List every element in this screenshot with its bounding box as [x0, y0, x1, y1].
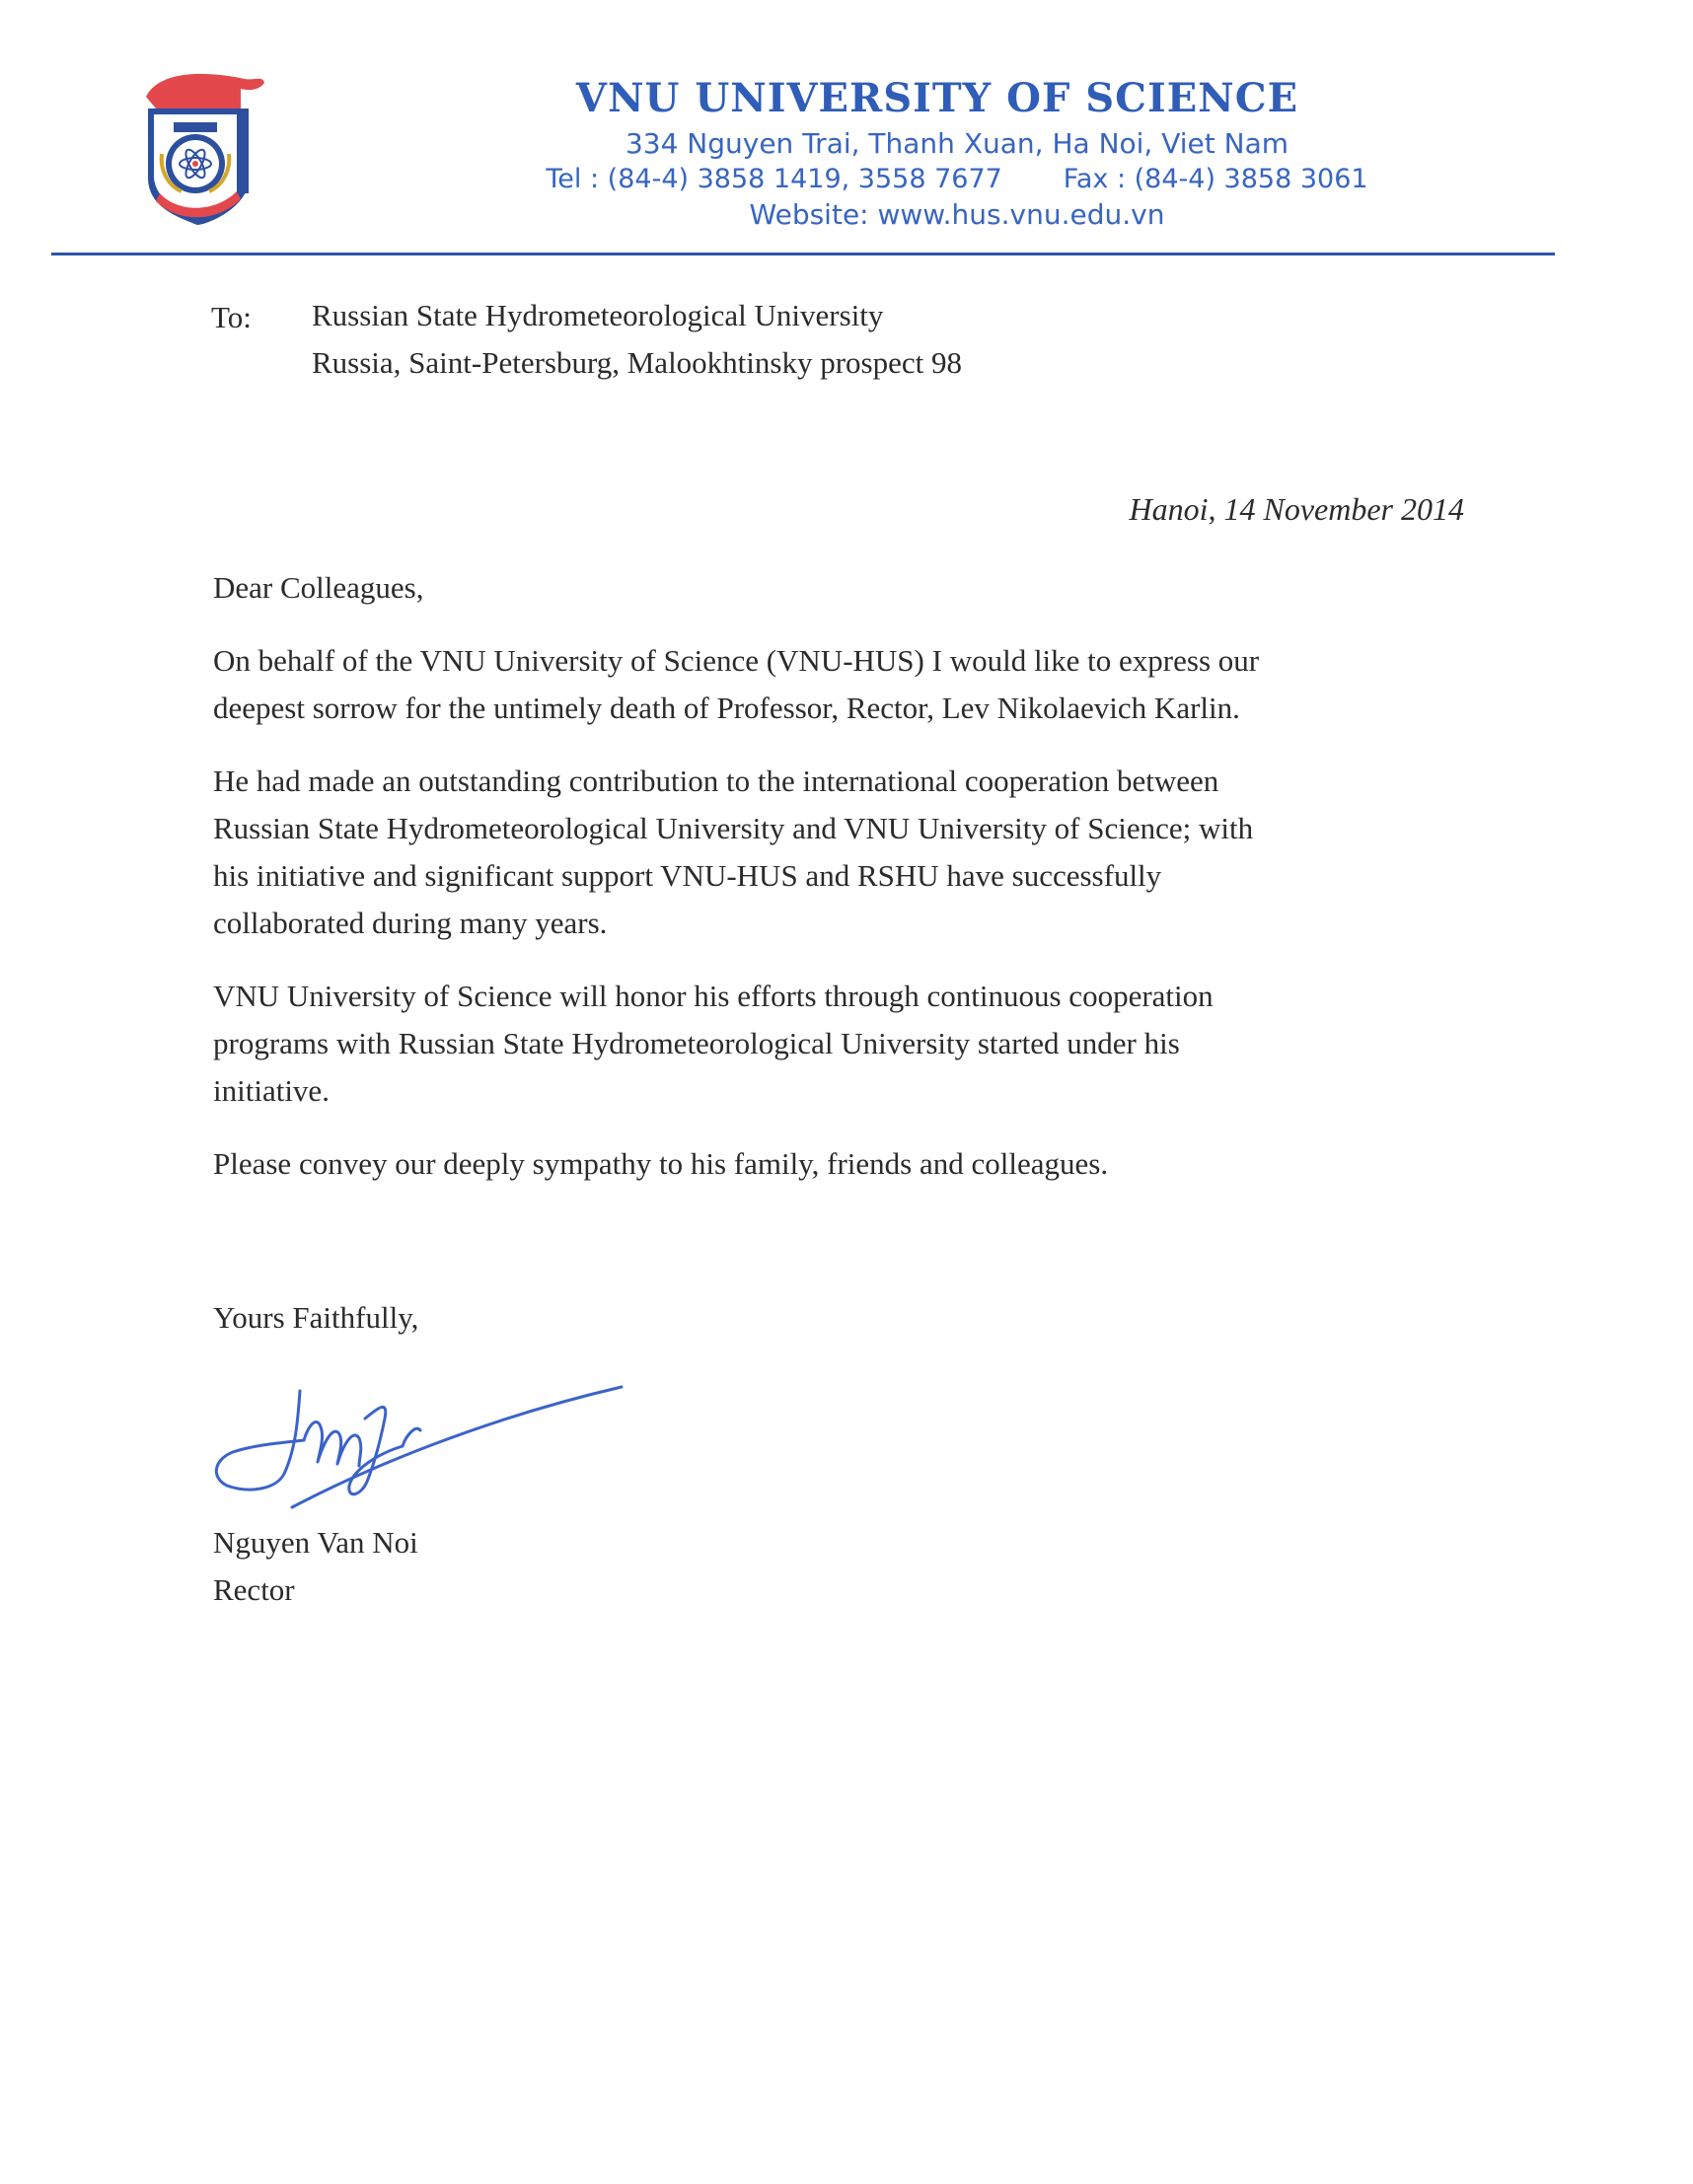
recipient-label: To:	[211, 300, 252, 334]
salutation: Dear Colleagues,	[213, 570, 424, 605]
paragraph-line: VNU University of Science will honor his efforts through continuous cooperation	[213, 979, 1214, 1013]
contact-line	[326, 162, 1588, 197]
paragraph-sympathy	[213, 1140, 1496, 1188]
paragraph-condolence	[213, 637, 1496, 732]
header-divider	[51, 253, 1555, 255]
university-website: Website: www.hus.vnu.edu.vn	[749, 198, 1165, 231]
telephone-numbers: Tel : (84-4) 3858 1419, 3558 7677	[546, 164, 1002, 194]
signer-block	[213, 1519, 418, 1614]
letter-date: Hanoi, 14 November 2014	[1129, 491, 1464, 527]
paragraph-line: On behalf of the VNU University of Science (VNU-HUS) I would like to express our	[213, 643, 1260, 678]
paragraph-line: Russian State Hydrometeorological University and VNU University of Science; with	[213, 811, 1254, 845]
signer-title: Rector	[213, 1572, 295, 1607]
university-name: VNU UNIVERSITY OF SCIENCE	[575, 75, 1299, 121]
paragraph-line: Please convey our deeply sympathy to his family, friends and colleagues.	[213, 1146, 1109, 1181]
paragraph-line: his initiative and significant support VNU-HUS and RSHU have successfully	[213, 858, 1162, 893]
handwritten-signature-icon	[209, 1379, 624, 1517]
paragraph-honor	[213, 973, 1496, 1115]
paragraph-contribution	[213, 758, 1496, 947]
closing: Yours Faithfully,	[213, 1300, 419, 1335]
university-address: 334 Nguyen Trai, Thanh Xuan, Ha Noi, Viet Nam	[625, 127, 1289, 160]
recipient-address	[312, 292, 962, 387]
university-emblem-icon	[138, 69, 266, 227]
paragraph-line: deepest sorrow for the untimely death of Professor, Rector, Lev Nikolaevich Karlin.	[213, 691, 1240, 725]
signer-name: Nguyen Van Noi	[213, 1525, 418, 1560]
letter-body	[213, 564, 1496, 1213]
paragraph-line: initiative.	[213, 1073, 330, 1108]
paragraph-line: He had made an outstanding contribution to the international cooperation between	[213, 764, 1219, 798]
paragraph-line: programs with Russian State Hydrometeorological University started under his	[213, 1026, 1180, 1060]
recipient-line-2: Russia, Saint-Petersburg, Malookhtinsky prospect 98	[312, 345, 962, 380]
paragraph-line: collaborated during many years.	[213, 906, 608, 940]
letterhead	[326, 71, 1588, 233]
fax-number: Fax : (84-4) 3858 3061	[1063, 164, 1368, 194]
recipient-line-1: Russian State Hydrometeorological University	[312, 298, 884, 332]
